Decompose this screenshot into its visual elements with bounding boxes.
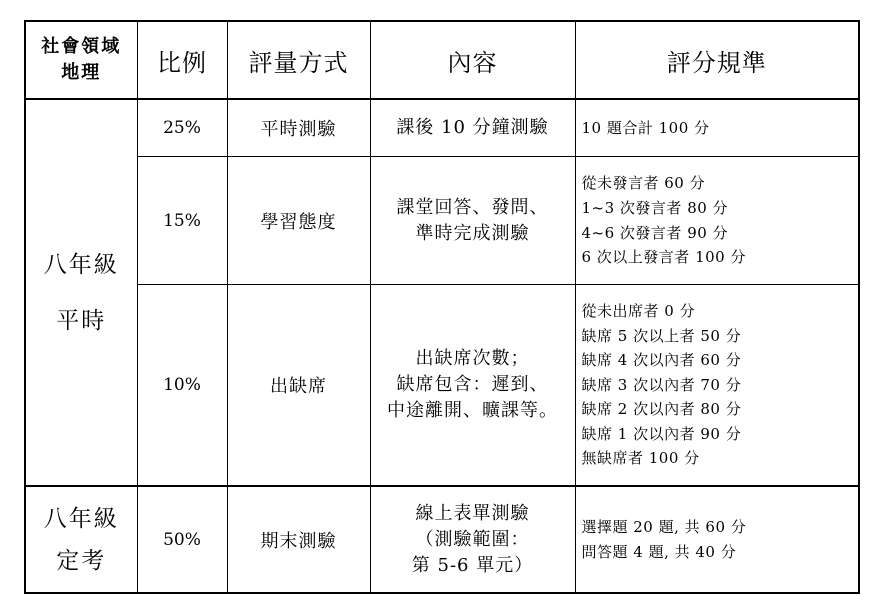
content-line: （測驗範圍： <box>415 528 530 550</box>
criteria-line: 缺席 4 次以內者 60 分 <box>581 351 742 370</box>
header-subject-line2: 地理 <box>61 62 102 83</box>
row-content <box>370 157 575 285</box>
content-line: 線上表單測驗 <box>415 502 530 524</box>
header-subject <box>25 21 137 99</box>
group-regular-line2: 平時 <box>56 307 107 334</box>
criteria-line: 選擇題 20 題, 共 60 分 <box>581 517 747 536</box>
row-percent: 25% <box>137 99 227 157</box>
group-final-line2: 定考 <box>56 547 107 574</box>
criteria-line: 無缺席者 100 分 <box>581 449 700 468</box>
row-criteria <box>575 486 859 593</box>
criteria-line: 6 次以上發言者 100 分 <box>581 248 746 267</box>
row-content <box>370 486 575 593</box>
header-content: 內容 <box>370 21 575 99</box>
row-method: 平時測驗 <box>227 99 370 157</box>
table-row <box>25 486 859 593</box>
table-row <box>25 285 859 487</box>
criteria-line: 問答題 4 題, 共 40 分 <box>581 542 737 561</box>
table-header-row <box>25 21 859 99</box>
content-line: 中途離開、曠課等。 <box>387 400 558 421</box>
table-row <box>25 99 859 157</box>
content-line: 課後 10 分鐘測驗 <box>396 117 549 138</box>
row-content <box>370 99 575 157</box>
content-line: 第 5-6 單元） <box>411 554 534 576</box>
row-criteria <box>575 285 859 487</box>
row-criteria <box>575 99 859 157</box>
group-regular-line1: 八年級 <box>43 251 119 278</box>
content-line: 課堂回答、發問、 <box>396 196 549 218</box>
content-line: 缺席包含：遲到、 <box>396 374 549 395</box>
criteria-line: 缺席 3 次以內者 70 分 <box>581 375 742 394</box>
group-final-line1: 八年級 <box>43 505 119 532</box>
criteria-line: 缺席 2 次以內者 80 分 <box>581 400 742 419</box>
row-percent: 15% <box>137 157 227 285</box>
row-criteria <box>575 157 859 285</box>
row-percent: 50% <box>137 486 227 593</box>
criteria-line: 從未發言者 60 分 <box>581 174 706 193</box>
table-row <box>25 157 859 285</box>
criteria-line: 缺席 5 次以上者 50 分 <box>581 326 742 345</box>
criteria-line: 1~3 次發言者 80 分 <box>581 198 729 217</box>
row-percent: 10% <box>137 285 227 487</box>
header-ratio: 比例 <box>137 21 227 99</box>
row-content <box>370 285 575 487</box>
header-criteria: 評分規準 <box>575 21 859 99</box>
row-method: 學習態度 <box>227 157 370 285</box>
header-subject-line1: 社會領域 <box>41 36 122 57</box>
grading-table <box>24 20 860 594</box>
criteria-line: 從未出席者 0 分 <box>581 301 696 320</box>
group-final <box>25 486 137 593</box>
row-method: 出缺席 <box>227 285 370 487</box>
content-line: 出缺席次數； <box>415 348 530 369</box>
header-method: 評量方式 <box>227 21 370 99</box>
criteria-line: 缺席 1 次以內者 90 分 <box>581 424 742 443</box>
row-method: 期末測驗 <box>227 486 370 593</box>
group-regular <box>25 99 137 486</box>
criteria-line: 4~6 次發言者 90 分 <box>581 223 729 242</box>
content-line: 準時完成測驗 <box>415 222 530 244</box>
criteria-line: 10 題合計 100 分 <box>581 118 710 137</box>
